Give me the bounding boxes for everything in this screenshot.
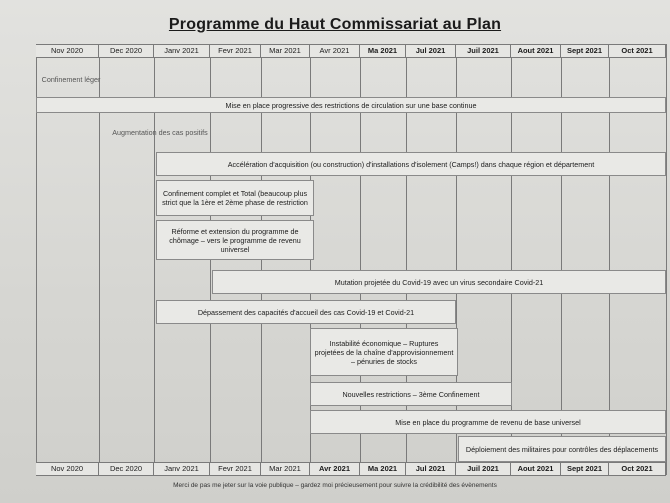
month-label: Juil 2021 <box>456 45 511 57</box>
event-confinement-total: Confinement complet et Total (beaucoup plus strict que la 1ère et 2ème phase de restriction <box>156 180 314 216</box>
month-label: Sept 2021 <box>561 45 609 57</box>
month-label: Ma 2021 <box>360 463 406 475</box>
month-label: Aout 2021 <box>511 463 561 475</box>
month-label: Oct 2021 <box>609 45 666 57</box>
event-instabilite-economique: Instabilité économique – Ruptures projetées de la chaîne d'approvisionnement – pénuries de stocks <box>310 328 458 376</box>
event-augmentation-cas: Augmentation des cas positifs <box>112 127 208 137</box>
month-label: Dec 2020 <box>99 45 154 57</box>
month-label: Jul 2021 <box>406 463 456 475</box>
event-mutation-covid21: Mutation projetée du Covid-19 avec un virus secondaire Covid-21 <box>212 270 666 294</box>
document-title: Programme du Haut Commissariat au Plan <box>168 16 502 33</box>
event-reforme-chomage: Réforme et extension du programme de chômage – vers le programme de revenu universel <box>156 220 314 260</box>
event-confinement-leger: Confinement léger <box>41 74 101 84</box>
month-label: Mar 2021 <box>261 45 310 57</box>
month-label: Dec 2020 <box>99 463 154 475</box>
event-revenu-universel: Mise en place du programme de revenu de base universel <box>310 410 666 434</box>
month-label: Juil 2021 <box>456 463 511 475</box>
month-label: Janv 2021 <box>154 45 210 57</box>
event-depassement-capacites: Dépassement des capacités d'accueil des cas Covid-19 et Covid-21 <box>156 300 456 324</box>
month-label: Mar 2021 <box>261 463 310 475</box>
month-label: Avr 2021 <box>310 463 360 475</box>
month-label: Avr 2021 <box>310 45 360 57</box>
month-label: Nov 2020 <box>36 463 99 475</box>
month-header-top <box>36 44 666 58</box>
month-label: Ma 2021 <box>360 45 406 57</box>
month-label: Oct 2021 <box>609 463 666 475</box>
event-nouvelles-restrictions: Nouvelles restrictions – 3ème Confinement <box>310 382 512 406</box>
month-label: Jul 2021 <box>406 45 456 57</box>
event-installations-isolement: Accélération d'acquisition (ou construction) d'installations d'isolement (Camps!) dans chaque région et département <box>156 152 666 176</box>
month-label: Aout 2021 <box>511 45 561 57</box>
month-header-bottom <box>36 462 666 476</box>
month-label: Fevr 2021 <box>210 45 261 57</box>
event-deploiement-militaires: Déploiement des militaires pour contrôles des déplacements <box>458 436 666 462</box>
event-restrictions-progressives: Mise en place progressive des restrictions de circulation sur une base continue <box>36 97 666 113</box>
month-label: Fevr 2021 <box>210 463 261 475</box>
footer-note: Merci de pas me jeter sur la voie publique – gardez moi précieusement pour suivre la crédibilité des évènements <box>173 482 497 489</box>
month-label: Sept 2021 <box>561 463 609 475</box>
month-label: Janv 2021 <box>154 463 210 475</box>
month-label: Nov 2020 <box>36 45 99 57</box>
